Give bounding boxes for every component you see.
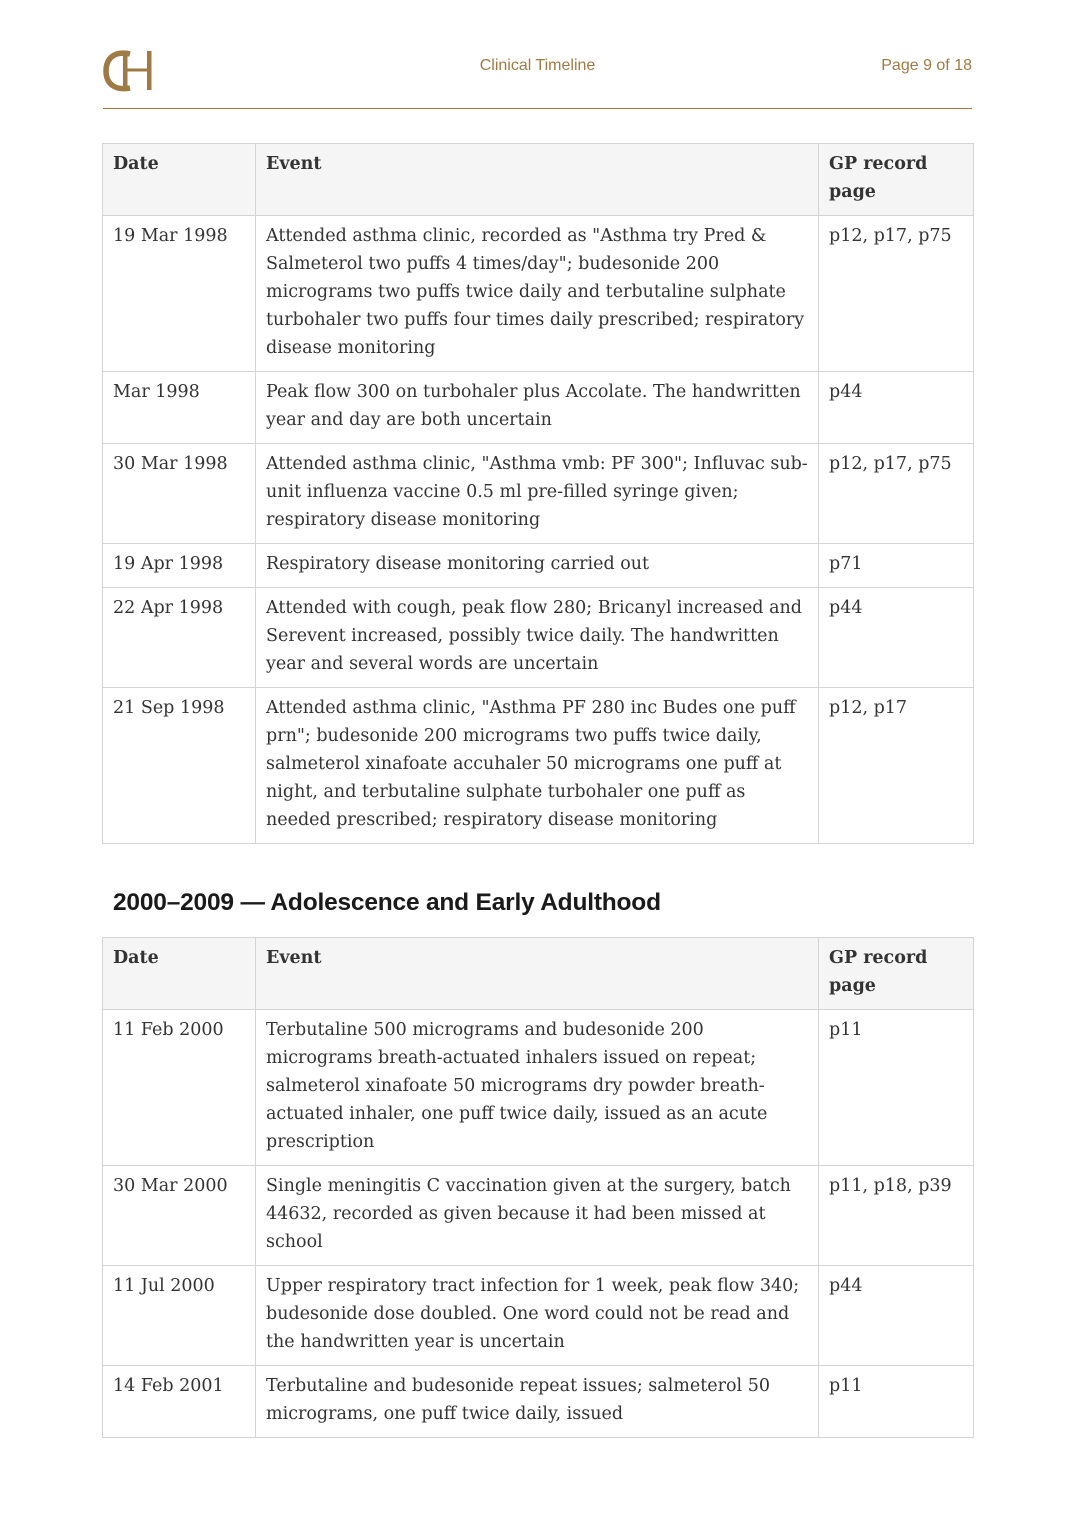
event-cell: Respiratory disease monitoring carried out [256, 544, 819, 588]
event-cell: Single meningitis C vaccination given at the surgery, batch 44632, recorded as given because it had been missed at school [256, 1166, 819, 1266]
event-column-header: Event [256, 144, 819, 216]
date-cell: 11 Jul 2000 [103, 1266, 256, 1366]
date-cell: Mar 1998 [103, 372, 256, 444]
gp-page-cell: p71 [819, 544, 974, 588]
timeline-table-1998 [102, 143, 974, 844]
table-header-row [103, 938, 974, 1010]
table-row [103, 1010, 974, 1166]
gp-page-cell: p12, p17, p75 [819, 216, 974, 372]
gp-page-cell: p11 [819, 1366, 974, 1438]
table-row [103, 588, 974, 688]
event-cell: Terbutaline 500 micrograms and budesonide 200 micrograms breath-actuated inhalers issued on repeat; salmeterol xinafoate 50 micrograms dry powder breath-actuated inhaler, one puff twice daily, issued as an acute prescription [256, 1010, 819, 1166]
page-header [103, 44, 972, 109]
table-row [103, 688, 974, 844]
event-cell: Upper respiratory tract infection for 1 week, peak flow 340; budesonide dose doubled. One word could not be read and the handwritten year is uncertain [256, 1266, 819, 1366]
table-row [103, 1266, 974, 1366]
table-row [103, 544, 974, 588]
event-cell: Attended with cough, peak flow 280; Bricanyl increased and Serevent increased, possibly twice daily. The handwritten year and several words are uncertain [256, 588, 819, 688]
table-row [103, 444, 974, 544]
table-row [103, 1366, 974, 1438]
gp-page-column-header: GP record page [819, 938, 974, 1010]
table-header-row [103, 144, 974, 216]
gp-page-column-header: GP record page [819, 144, 974, 216]
table-row [103, 372, 974, 444]
event-cell: Terbutaline and budesonide repeat issues; salmeterol 50 micrograms, one puff twice daily, issued [256, 1366, 819, 1438]
date-cell: 11 Feb 2000 [103, 1010, 256, 1166]
date-cell: 21 Sep 1998 [103, 688, 256, 844]
gp-page-cell: p12, p17 [819, 688, 974, 844]
event-column-header: Event [256, 938, 819, 1010]
date-cell: 22 Apr 1998 [103, 588, 256, 688]
event-cell: Attended asthma clinic, "Asthma vmb: PF 300"; Influvac sub-unit influenza vaccine 0.5 ml pre-filled syringe given; respiratory disease monitoring [256, 444, 819, 544]
date-cell: 30 Mar 1998 [103, 444, 256, 544]
date-cell: 14 Feb 2001 [103, 1366, 256, 1438]
date-column-header: Date [103, 144, 256, 216]
gp-page-cell: p11, p18, p39 [819, 1166, 974, 1266]
event-cell: Attended asthma clinic, recorded as "Asthma try Pred & Salmeterol two puffs 4 times/day"; budesonide 200 micrograms two puffs twice daily and terbutaline sulphate turbohaler two puffs four times daily prescribed; respiratory disease monitoring [256, 216, 819, 372]
gp-page-cell: p11 [819, 1010, 974, 1166]
gp-page-cell: p44 [819, 1266, 974, 1366]
page-number: Page 9 of 18 [881, 57, 972, 74]
document-title: Clinical Timeline [479, 57, 596, 74]
event-cell: Attended asthma clinic, "Asthma PF 280 inc Budes one puff prn"; budesonide 200 micrograms two puffs twice daily, salmeterol xinafoate accuhaler 50 micrograms one puff at night, and terbutaline sulphate turbohaler one puff as needed prescribed; respiratory disease monitoring [256, 688, 819, 844]
date-cell: 30 Mar 2000 [103, 1166, 256, 1266]
date-cell: 19 Mar 1998 [103, 216, 256, 372]
date-cell: 19 Apr 1998 [103, 544, 256, 588]
table-row [103, 1166, 974, 1266]
gp-page-cell: p44 [819, 372, 974, 444]
event-cell: Peak flow 300 on turbohaler plus Accolate. The handwritten year and day are both uncertain [256, 372, 819, 444]
gp-page-cell: p44 [819, 588, 974, 688]
table-row [103, 216, 974, 372]
timeline-table-2000s [102, 937, 974, 1438]
gp-page-cell: p12, p17, p75 [819, 444, 974, 544]
date-column-header: Date [103, 938, 256, 1010]
section-heading: 2000–2009 — Adolescence and Early Adulthood [113, 889, 661, 916]
